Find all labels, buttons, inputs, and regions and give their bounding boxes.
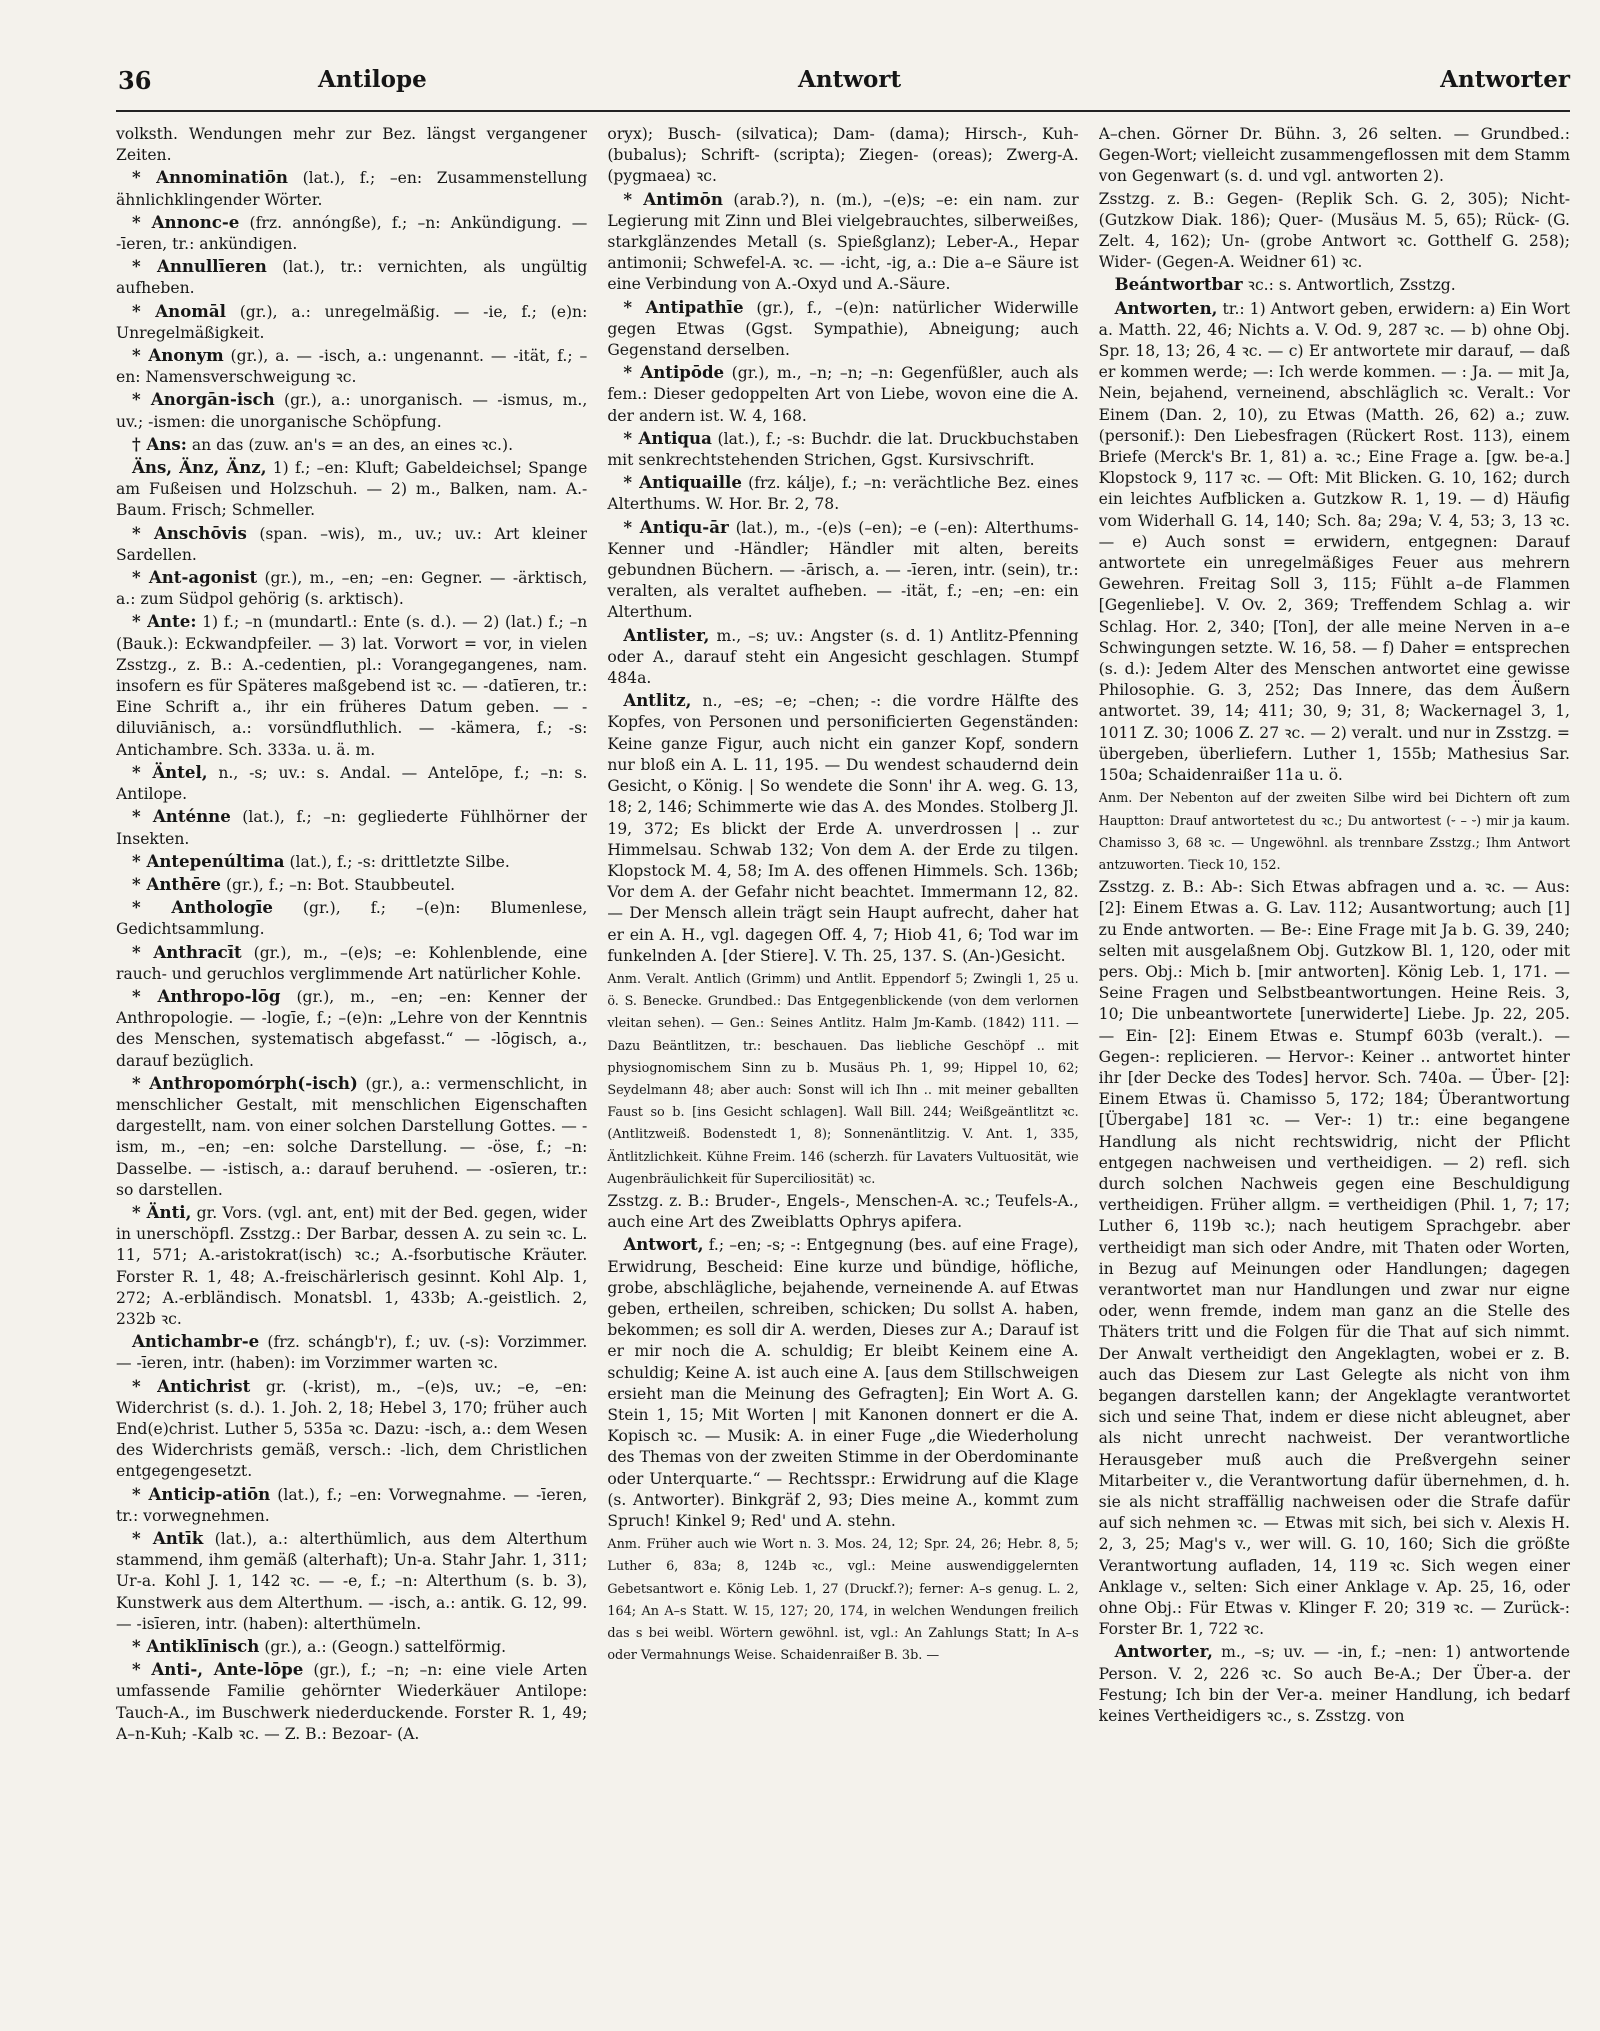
dictionary-entry [1099, 124, 1570, 188]
running-head-right: Antworter [1440, 66, 1570, 93]
dictionary-entry [116, 1331, 587, 1374]
dictionary-entry [607, 690, 1078, 967]
entry-text: (gr.), m., –en; –en: Gegner. — -ärktisch, a.: zum Südpol gehörig (s. arktisch). [116, 569, 588, 609]
entry-headword: Antlister, [623, 624, 710, 645]
dictionary-entry [116, 1073, 587, 1201]
entry-text: (frz. kálje), f.; –n: verächtliche Bez. eines Alterthums. W. Hor. Br. 2, 78. [607, 474, 1079, 514]
entry-text: (arab.?), n. (m.), –(e)s; –e: ein nam. zur Legierung mit Zinn und Blei vielgebrauchtes, silberweißes, starkglänzendes Metall (s. Spießglanz); Leber-A., Hepar antimonii; Schwefel-A. ꝛc. — -icht, -ig, a.: Die a–e Säure ist eine Verbindung von A.-Oxyd und A.-Säure. [607, 190, 1079, 294]
entry-text: Zsstzg. z. B.: Bruder-, Engels-, Menschen-A. ꝛc.; Teufels-A., auch eine Art des Zweiblatts Ophrys apifera. [607, 1191, 1079, 1232]
entry-headword: * Ante: [132, 611, 197, 632]
entry-text: (lat.), f.; -s: drittletzte Silbe. [289, 852, 510, 871]
entry-text: (frz. annóngße), f.; –n: Ankündigung. — -īeren, tr.: ankündigen. [116, 213, 588, 254]
running-head-center: Antwort [798, 66, 902, 93]
dictionary-entry [607, 1191, 1078, 1233]
entry-headword: * Antiqua [623, 427, 712, 448]
entry-headword: * Annominatiōn [132, 167, 288, 188]
entry-headword: Antichambr-e [132, 1331, 260, 1352]
dictionary-entry [116, 567, 587, 610]
dictionary-entry [116, 1659, 587, 1745]
entry-headword: * Antichrist [132, 1375, 251, 1396]
dictionary-entry [1099, 298, 1570, 787]
entry-headword: * Anthropo-lōg [132, 985, 281, 1006]
entry-text: (lat.), f.; –en: Zusammenstellung ähnlichklingender Wörter. [116, 169, 588, 209]
entry-headword: Antwort, [623, 1234, 704, 1255]
entry-text: f.; –en; -s; -: Entgegnung (bes. auf eine Frage), Erwidrung, Bescheid: Eine kurze und bündige, höfliche, grobe, abschlägliche, bejahende, verneinende A. auf Etwas geben, ertheilen, schreiben, schicken; Du sollst A. haben, bekommen; es soll dir A. werden, Dieses zur A.; Darauf ist er mir noch die A. schuldig; Er bleibt Keinem eine A. schuldig; Keine A. ist auch eine A. [aus dem Stillschweigen ersieht man die Meinung des Gefragten]; Ein Wort A. G. Stein 1, 15; Mit Worten | mit Kanonen donnert er die A. Kopisch ꝛc. — Musik: A. in einer Fuge „die Wiederholung des Themas von der zweiten Stimme in der Oberdominante oder Unterquarte.“ — Rechtsspr.: Erwidrung auf die Klage (s. Antworter). Binkgräf 2, 93; Dies meine A., kommt zum Spruch! Kinkel 9; Red' und A. stehn. [607, 1236, 1079, 1530]
dictionary-entry [116, 457, 587, 522]
entry-headword: * Anthologīe [132, 897, 273, 918]
entry-headword: * Antimōn [623, 188, 723, 209]
entry-text: ꝛc.: s. Antwortlich, Zsstzg. [1247, 276, 1456, 295]
entry-text: (gr.), f.; –n: Bot. Staubbeutel. [225, 875, 456, 894]
entry-headword: * Anthracīt [132, 941, 242, 962]
entry-headword: * Antīk [132, 1528, 204, 1548]
dictionary-entry [607, 189, 1078, 296]
entry-headword: * Ant-agonist [132, 567, 258, 588]
entry-text: (lat.), a.: alterthümlich, aus dem Alterthum stammend, ihm gemäß (alterhaft); Un-a. Stahr Jahr. 1, 311; Ur-a. Kohl J. 1, 142 ꝛc. — -e, f.; –n: Alterthum (s. b. 3), Kunstwerk aus dem Alterthum. — -isch, a.: antik. G. 12, 99. — -isīeren, intr. (haben): alterthümeln. [116, 1530, 588, 1633]
entry-text: (gr.), m., –(e)s; –e: Kohlenblende, eine rauch- und geruchlos verglimmende Art natürlicher Kohle. [116, 943, 588, 983]
entry-text: gr. (-krist), m., –(e)s, uv.; –e, –en: Widerchrist (s. d.). 1. Joh. 2, 18; Hebel 3, 170; früher auch End(e)christ. Luther 5, 535a ꝛc. Dazu: -isch, a.: dem Wesen des Widerchrists gemäß, versch.: -lich, dem Christlichen entgegengesetzt. [116, 1377, 588, 1481]
entry-text: m., –s; uv.: Angster (s. d. 1) Antlitz-Pfenning oder A., darauf steht ein Angesicht geschlagen. Stumpf 484a. [607, 626, 1079, 688]
entry-text: (lat.), tr.: vernichten, als ungültig aufheben. [116, 258, 588, 298]
dictionary-entry [607, 625, 1078, 690]
dictionary-entry [1099, 274, 1570, 296]
entry-text: Anm. Früher auch wie Wort n. 3. Mos. 24, 12; Spr. 24, 26; Hebr. 8, 5; Luther 6, 83a; 8, 124b ꝛc., vgl.: Meine auswendiggelernten Gebetsantwort e. König Leb. 1, 27 (Druckf.?); ferner: A–s genug. L. 2, 164; An A–s Statt. W. 15, 127; 20, 174, in welchen Wendungen freilich das s bei weibl. Wörtern gewöhnl. ist, vgl.: An Zahlungs Statt; In A–s oder Vermahnungs Weise. Schaidenraißer B. 3b. — [607, 1537, 1079, 1664]
entry-text: Anm. Veralt. Antlich (Grimm) und Antlit. Eppendorf 5; Zwingli 1, 25 u. ö. S. Benecke. Grundbed.: Das Entgegenblickende (von dem verlornen vleitan sehen). — Gen.: Seines Antlitz. Halm Jm-Kamb. (1842) 111. — Dazu Beäntlitzen, tr.: beschauen. Das liebliche Geschöpf .. mit physiognomischem Sinn zu b. Musäus Ph. 1, 99; Hippel 10, 62; Seydelmann 48; aber auch: Sonst will ich Ihn .. mit meiner geballten Faust so b. [ins Gesicht schlagen]. Wall Bill. 244; Weißgeäntlitzt ꝛc. (Antlitzweiß. Bodenstedt 1, 8); Sonnenäntlitzig. V. Ant. 1, 335, Äntlitzlichkeit. Kühne Freim. 146 (scherzh. für Lavaters Vultuosität, wie Augenbräulichkeit für Superciliosität) ꝛc. [607, 971, 1079, 1187]
entry-text: (span. –wis), m., uv.; uv.: Art kleiner Sardellen. [116, 524, 588, 564]
entry-headword: * Anthropomórph(-isch) [132, 1072, 358, 1093]
dictionary-entry [116, 762, 587, 805]
entry-headword: Antworter, [1114, 1641, 1213, 1662]
entry-headword: * Antipōde [623, 362, 725, 383]
entry-headword: * Annonc-e [132, 211, 240, 232]
dictionary-entry [116, 942, 587, 985]
entry-text: (gr.), f.; –(e)n: Blumenlese, Gedichtsammlung. [116, 899, 588, 939]
dictionary-entry [116, 1202, 587, 1330]
page-number: 36 [118, 66, 152, 95]
dictionary-entry [1099, 189, 1570, 274]
dictionary-entry [116, 897, 587, 940]
entry-text: (lat.), f.; –n: gegliederte Fühlhörner der Insekten. [116, 808, 588, 848]
entry-headword: * Äntel, [132, 761, 208, 782]
entry-headword: * Anomāl [132, 300, 226, 321]
entry-headword: * Anorgān-isch [132, 389, 275, 410]
entry-text: (gr.), a.: unorganisch. — -ismus, m., uv.; -ismen: die unorganische Schöpfung. [116, 391, 588, 431]
dictionary-entry [116, 301, 587, 344]
entry-headword: Antworten, [1114, 297, 1218, 318]
dictionary-entry [607, 362, 1078, 427]
entry-headword: * Anthēre [132, 873, 221, 894]
dictionary-entry [116, 986, 587, 1072]
entry-headword: * Anti-, Ante-lōpe [132, 1659, 304, 1680]
entry-text: 1) f.; –en: Kluft; Gabeldeichsel; Spange am Fußeisen und Holzschuh. — 2) m., Balken, nam. A.-Baum. Frisch; Schmeller. [116, 459, 588, 520]
entry-headword: * Annullīeren [132, 256, 267, 277]
entry-text: (gr.), a.: unregelmäßig. — -ie, f.; (e)n: Unregelmäßigkeit. [116, 302, 588, 342]
entry-headword: Äns, Änz, Änz, [132, 457, 267, 478]
entry-text: Zsstzg. z. B.: Gegen- (Replik Sch. G. 2, 305); Nicht- (Gutzkow Diak. 186); Quer- (Musäus M. 5, 65); Rück- (G. Zelt. 4, 162); Un- (grobe Antwort ꝛc. Gotthelf G. 258); Wider- (Gegen-A. Weidner 61) ꝛc. [1098, 189, 1570, 272]
column-middle [607, 124, 1078, 2017]
entry-text: (gr.), m., –n; –n; –n: Gegenfüßler, auch als fem.: Dieser gedoppelten Art von Liebe, wovon eine die A. der andern ist. W. 4, 168. [607, 364, 1079, 425]
dictionary-entry [607, 517, 1078, 624]
dictionary-entry [607, 1533, 1078, 1666]
running-head-left: Antilope [318, 66, 427, 93]
entry-headword: * Antipathīe [623, 296, 744, 317]
dictionary-entry [607, 968, 1078, 1190]
entry-headword: * Anticip-atiōn [132, 1483, 271, 1504]
dictionary-entry [116, 1528, 587, 1635]
dictionary-entry [607, 124, 1078, 188]
entry-text: (gr.), f., –(e)n: natürlicher Widerwille gegen Etwas (Ggst. Sympathie), Abneigung; auch Gegenstand derselben. [607, 298, 1079, 360]
dictionary-entry [116, 167, 587, 210]
dictionary-entry [116, 851, 587, 873]
entry-text: oryx); Busch- (silvatica); Dam- (dama); Hirsch-, Kuh- (bubalus); Schrift- (scripta); Ziegen- (oreas); Zwerg-A. (pygmaea) ꝛc. [607, 125, 1079, 186]
entry-text: n., –es; –e; –chen; -: die vordre Hälfte des Kopfes, von Personen und personificierten Gegenständen: Keine ganze Figur, auch nicht ein ganzer Kopf, sondern nur bloß ein A. L. 11, 195. — Du wendest schaudernd dein Gesicht, o König. | So wendete die Sonn' ihr A. weg. G. 13, 18; 2, 146; Schimmerte wie das A. des Mondes. Stolberg Jl. 19, 372; Es blickt der Erde A. unverdrossen | .. zur Himmelsau. Schwab 132; Von dem A. der Erde zu tilgen. Klopstock M. 4, 58; Im A. des offenen Himmels. Sch. 136b; Vor dem A. der Gefahr nicht beachtet. Immermann 12, 82. — Der Mensch allein trägt sein Haupt aufrecht, daher hat er ein A. H., vgl. dagegen Off. 4, 7; Hiob 41, 6; Tod war im funkelnden A. [der Stiere]. V. Th. 25, 137. S. (An-)Gesicht. [607, 692, 1079, 965]
column-right [1099, 124, 1570, 2017]
dictionary-entry [116, 1636, 587, 1658]
entry-text: m., –s; uv. — -in, f.; –nen: 1) antwortende Person. V. 2, 226 ꝛc. So auch Be-A.; Der Über-a. der Festung; Ich bin der Ver-a. meiner Handlung, ich bedarf keines Vertheidigers ꝛc., s. Zsstzg. von [1098, 1643, 1570, 1726]
entry-text: gr. Vors. (vgl. ant, ent) mit der Bed. gegen, wider in unerschöpfl. Zsstzg.: Der Barbar, dessen A. zu sein ꝛc. L. 11, 571; A.-aristokrat(isch) ꝛc.; A.-fsorbutische Kräuter. Forster R. 1, 48; A.-freischärlerisch gesinnt. Kohl Alp. 1, 272; A.-erbländisch. Monatsbl. 1, 433b; A.-geistlich. 2, 232b ꝛc. [116, 1203, 588, 1328]
dictionary-entry [116, 256, 587, 299]
entry-headword: * Anschōvis [132, 522, 247, 543]
dictionary-entry [607, 297, 1078, 362]
entry-headword: * Antiqu-ār [623, 516, 729, 537]
entry-headword: † Ans: [132, 433, 187, 454]
entry-headword: Beántwortbar [1114, 274, 1243, 295]
entry-text: (gr.), a.: (Geogn.) sattelförmig. [264, 1638, 507, 1657]
entry-text: Anm. Der Nebenton auf der zweiten Silbe wird bei Dichtern oft zum Hauptton: Drauf antwortetest du ꝛc.; Du antwortest (⏑ – ⏑) mir ja kaum. Chamisso 3, 68 ꝛc. — Ungewöhnl. als trennbare Zsstzg.; Ihm Antwort antzuworten. Tieck 10, 152. [1098, 791, 1570, 873]
entry-headword: * Anonym [132, 345, 224, 366]
dictionary-body [116, 124, 1570, 2017]
dictionary-entry [1099, 1641, 1570, 1727]
entry-headword: * Antepenúltima [132, 850, 285, 871]
dictionary-entry [607, 1234, 1078, 1532]
dictionary-entry [1099, 787, 1570, 876]
dictionary-entry [116, 434, 587, 456]
dictionary-entry [116, 345, 587, 388]
dictionary-entry [116, 212, 587, 255]
entry-text: tr.: 1) Antwort geben, erwidern: a) Ein Wort a. Matth. 22, 46; Nichts a. V. Od. 9, 287 ꝛc. — b) ohne Obj. Spr. 18, 13; 26, 4 ꝛc. — c) Er antwortete mir darauf, — daß er kommen werde; —: Ich werde kommen. — : Ja. — mit Ja, Nein, bejahend, verneinend, abschläglich ꝛc. Veralt.: Vor Einem (Dan. 2, 10), zu Etwas (Matth. 26, 62) a.; zuw. (personif.): Den Liebesfragen (Rückert Rost. 113), einem Briefe (Merck's Br. 1, 81) a. ꝛc.; Eine Frage a. [gw. be-a.] Klopstock 9, 117 ꝛc. — Oft: Mit Blicken. G. 10, 162; durch ein leichtes Aufblicken a. Gutzkow R. 1, 19. — d) Häufig vom Widerhall G. 14, 140; Sch. 8a; 29a; V. 4, 53; 3, 13 ꝛc. — e) Auch sonst = erwidern, entgegnen: Darauf antwortete ein unregelmäßiges Feuer aus mehrern Gewehren. Freitag Soll 3, 115; Fühlt a–de Flammen [Gegenliebe]. V. Ov. 2, 369; Treffendem Schlag a. wir Schlag. Hor. 2, 340; [Ton], der alle meine Nerven in a–e Schwingungen setzte. W. 16, 58. — f) Daher = entsprechen (s. d.): Jedem Alter des Menschen antwortet eine gewisse Philosophie. G. 3, 252; Das Innere, das dem Äußern antwortet. 39, 14; 411; 30, 9; 31, 8; Wackernagel 3, 1, 1011 Z. 30; 1006 Z. 27 ꝛc. — 2) veralt. und nur in Zsstzg. = übergeben, überliefern. Luther 1, 155b; Mathesius Sar. 150a; Schaidenraißer 11a u. ö. [1098, 299, 1570, 785]
entry-headword: Antlitz, [623, 690, 692, 711]
entry-headword: * Antiquaille [623, 472, 742, 493]
entry-headword: * Anténne [132, 806, 231, 827]
dictionary-entry [116, 806, 587, 849]
entry-text: (gr.), f.; –n; –n: eine viele Arten umfassende Familie gehörnter Wiederkäuer Antilope: Tauch-A., im Buschwerk niederduckende. Forster R. 1, 49; A–n-Kuh; -Kalb ꝛc. — Z. B.: Bezoar- (A. [116, 1661, 588, 1743]
dictionary-entry [607, 428, 1078, 471]
entry-headword: * Antiklīnisch [132, 1636, 260, 1657]
entry-text: Zsstzg. z. B.: Ab-: Sich Etwas abfragen und a. ꝛc. — Aus: [2]: Einem Etwas a. G. Lav. 112; Ausantwortung; auch [1] zu Ende antworten. — Be-: Eine Frage mit Ja b. G. 39, 240; selten mit ausgelaßnem Obj. Gutzkow Bl. 1, 120, oder mit pers. Obj.: Mich b. [mir antworten]. König Leb. 1, 171. — Seine Fragen und Selbstbeantwortungen. Heine Reis. 3, 10; Die unbeantwortete [unerwiderte] Liebe. Jp. 22, 205. — Ein- [2]: Einem Etwas e. Stumpf 603b (veralt.). — Gegen-: replicieren. — Hervor-: Keiner .. antwortet hinter ihr [der Decke des Todes] hervor. Sch. 740a. — Über- [2]: Einem Etwas ü. Chamisso 5, 172; 184; Überantwortung [Übergabe] 181 ꝛc. — Ver-: 1) tr.: eine begangene Handlung als nicht rechtswidrig, nicht der Pflicht entgegen nachweisen und vertheidigen. — 2) refl. sich durch solchen Nachweis gegen eine Beschuldigung vertheidigen. Früher allgm. = vertheidigen (Phil. 1, 7; 17; Luther 6, 119b ꝛc.); nach heutigem Sprachgebr. aber vertheidigt man sich oder Andre, mit Thaten oder Worten, in Bezug auf Meinungen oder Handlungen; dagegen verantwortet man nur Handlungen und zwar nur eigne oder, wenn fremde, indem man ganz an die Stelle des Thäters tritt und die Folgen für die That auf sich nimmt. Der Anwalt vertheidigt den Angeklagten, wobei er z. B. auch das Diesem zur Last Gelegte als nicht von ihm begangen darstellen kann; der Angeklagte verantwortet sich und seine That, indem er diese nicht ableugnet, aber als nicht unrecht nachweist. Der verantwortliche Herausgeber muß auch die Preßvergehn seiner Mitarbeiter v., die Verantwortung dafür übernehmen, d. h. sie als nicht straffällig nachweisen oder die Strafe dafür auf sich nehmen ꝛc. — Etwas mit sich, bei sich v. Alexis H. 2, 3, 25; Mag's v., wer will. G. 10, 160; Sich die größte Verantwortung aufladen, 14, 119 ꝛc. Sich wegen einer Anklage v., selten: Sich einer Anklage v. Ap. 25, 16, oder ohne Obj.: Für Etwas v. Klinger F. 20; 319 ꝛc. — Zurück-: Forster Br. 1, 722 ꝛc. [1098, 878, 1570, 1639]
dictionary-entry [116, 523, 587, 566]
dictionary-entry [116, 124, 587, 166]
entry-text: n., -s; uv.: s. Andal. — Antelōpe, f.; –n: s. Antilope. [116, 763, 588, 804]
entry-text: A–chen. Görner Dr. Bühn. 3, 26 selten. — Grundbed.: Gegen-Wort; vielleicht zusammengeflossen mit dem Stamm von Gegenwart (s. d. und vgl. antworten 2). [1098, 125, 1570, 186]
dictionary-entry [116, 611, 587, 760]
dictionary-entry [116, 874, 587, 896]
header-rule [116, 110, 1570, 112]
entry-text: (lat.), f.; –en: Vorwegnahme. — -īeren, tr.: vorwegnehmen. [116, 1485, 588, 1525]
page-header [118, 66, 1570, 106]
dictionary-entry [1099, 877, 1570, 1640]
dictionary-entry [607, 472, 1078, 515]
dictionary-entry [116, 389, 587, 432]
entry-text: (gr.), a.: vermenschlicht, in menschlicher Gestalt, mit menschlichen Eigenschaften dargestellt, nam. von einer solchen Darstellung Gottes. — -ism, m., –en; –en: solche Darstellung. — -öse, f.; –n: Dasselbe. — -istisch, a.: darauf beruhend. — -osīeren, tr.: so darstellen. [116, 1074, 588, 1199]
column-left [116, 124, 587, 2017]
entry-text: (lat.), m., -(e)s (–en); –e (–en): Alterthums-Kenner und -Händler; Händler mit alten, bereits gebundnen Büchern. — -ārisch, a. — -īeren, intr. (sein), tr.: veralten, als veraltet aufheben. — -ität, f.; –en; –en: ein Alterthum. [607, 518, 1079, 622]
entry-text: an das (zuw. an's = an des, an eines ꝛc.). [191, 435, 514, 454]
entry-text: volksth. Wendungen mehr zur Bez. längst vergangener Zeiten. [116, 125, 588, 165]
entry-text: (frz. schángb'r), f.; uv. (-s): Vorzimmer. — -īeren, intr. (haben): im Vorzimmer warten ꝛc. [116, 1333, 588, 1373]
entry-text: (gr.), m., –en; –en: Kenner der Anthropologie. — -logīe, f.; –(e)n: „Lehre von der Kenntnis des Menschen, systematisch abgefasst.“ — -lōgisch, a., darauf bezüglich. [116, 987, 588, 1070]
dictionary-entry [116, 1484, 587, 1527]
entry-headword: * Änti, [132, 1201, 192, 1222]
dictionary-entry [116, 1376, 587, 1483]
entry-text: 1) f.; –n (mundartl.: Ente (s. d.). — 2) (lat.) f.; –n (Bauk.): Eckwandpfeiler. — 3) lat. Vorwort = vor, in vielen Zsstzg., z. B.: A.-cedentien, pl.: Vorangegangenes, nam. insofern es für Späteres maßgebend ist ꝛc. — -datīeren, tr.: Eine Schrift a., ihr ein früheres Datum geben. — -diluviānisch, a.: vorsündfluthlich. — -kämera, f.; -s: Antichambre. Sch. 333a. u. ä. m. [116, 613, 588, 759]
entry-text: (gr.), a. — -isch, a.: ungenannt. — -ität, f.; –en: Namensverschweigung ꝛc. [116, 347, 588, 387]
entry-text: (lat.), f.; -s: Buchdr. die lat. Druckbuchstaben mit senkrechtstehenden Strichen, Ggst. Kursivschrift. [607, 429, 1079, 470]
